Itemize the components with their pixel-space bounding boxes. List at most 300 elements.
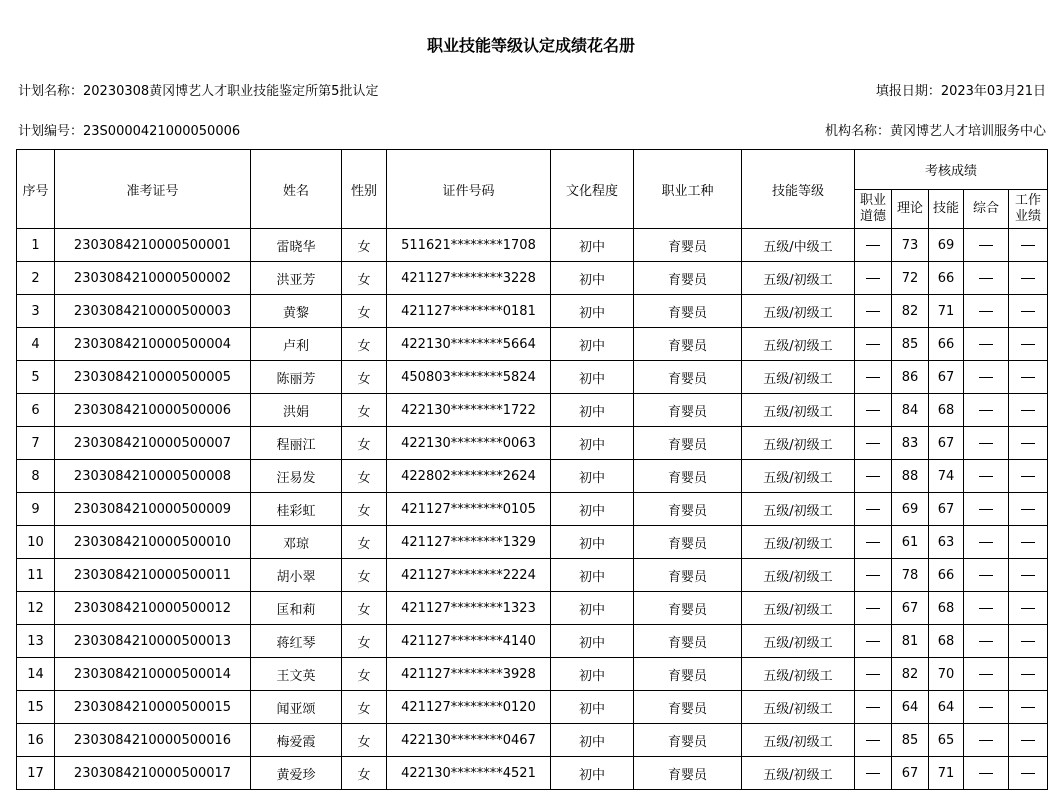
- empty-dash: [979, 509, 993, 510]
- cell-occupation: 育婴员: [634, 625, 742, 658]
- cell-skill: 65: [929, 724, 964, 757]
- cell-seq: 16: [17, 724, 55, 757]
- cell-ticket-number: 2303084210000500004: [55, 328, 251, 361]
- empty-dash: [866, 344, 880, 345]
- plan-name: 计划名称：20230308黄冈博艺人才职业技能鉴定所第5批认定: [18, 84, 379, 99]
- empty-dash: [866, 707, 880, 708]
- cell-ethics: [855, 526, 892, 559]
- cell-performance: [1009, 592, 1048, 625]
- cell-seq: 11: [17, 559, 55, 592]
- cell-theory: 67: [892, 757, 929, 790]
- empty-dash: [866, 278, 880, 279]
- cell-gender: 女: [342, 460, 387, 493]
- empty-dash: [979, 740, 993, 741]
- cell-composite: [964, 757, 1009, 790]
- cell-gender: 女: [342, 361, 387, 394]
- cell-skill: 70: [929, 658, 964, 691]
- cell-gender: 女: [342, 394, 387, 427]
- cell-ticket-number: 2303084210000500015: [55, 691, 251, 724]
- cell-skill-level: 五级/中级工: [742, 229, 855, 262]
- cell-skill-level: 五级/初级工: [742, 625, 855, 658]
- empty-dash: [979, 674, 993, 675]
- empty-dash: [866, 542, 880, 543]
- empty-dash: [1021, 575, 1035, 576]
- cell-education: 初中: [551, 757, 634, 790]
- empty-dash: [866, 245, 880, 246]
- header-gender: 性别: [342, 150, 387, 229]
- cell-skill: 71: [929, 757, 964, 790]
- empty-dash: [1021, 344, 1035, 345]
- cell-id-number: 422130********5664: [387, 328, 551, 361]
- cell-composite: [964, 592, 1009, 625]
- cell-ticket-number: 2303084210000500017: [55, 757, 251, 790]
- empty-dash: [866, 608, 880, 609]
- cell-gender: 女: [342, 295, 387, 328]
- empty-dash: [1021, 245, 1035, 246]
- cell-theory: 69: [892, 493, 929, 526]
- cell-gender: 女: [342, 691, 387, 724]
- cell-occupation: 育婴员: [634, 757, 742, 790]
- cell-skill-level: 五级/初级工: [742, 724, 855, 757]
- cell-ethics: [855, 427, 892, 460]
- header-ethics: 职业道德: [855, 190, 892, 229]
- cell-name: 闻亚颂: [251, 691, 342, 724]
- header-seq: 序号: [17, 150, 55, 229]
- cell-theory: 88: [892, 460, 929, 493]
- table-row: [17, 526, 1048, 559]
- fill-date: 填报日期：2023年03月21日: [875, 84, 1046, 99]
- cell-theory: 81: [892, 625, 929, 658]
- cell-skill: 68: [929, 592, 964, 625]
- table-row: [17, 427, 1048, 460]
- cell-skill-level: 五级/初级工: [742, 559, 855, 592]
- cell-skill: 71: [929, 295, 964, 328]
- cell-name: 桂彩虹: [251, 493, 342, 526]
- empty-dash: [979, 443, 993, 444]
- cell-theory: 64: [892, 691, 929, 724]
- header-occupation: 职业工种: [634, 150, 742, 229]
- empty-dash: [979, 377, 993, 378]
- table-row: [17, 724, 1048, 757]
- cell-occupation: 育婴员: [634, 460, 742, 493]
- cell-ethics: [855, 691, 892, 724]
- cell-performance: [1009, 625, 1048, 658]
- cell-skill: 67: [929, 427, 964, 460]
- table-row: [17, 757, 1048, 790]
- cell-ticket-number: 2303084210000500009: [55, 493, 251, 526]
- cell-seq: 8: [17, 460, 55, 493]
- cell-education: 初中: [551, 658, 634, 691]
- cell-ethics: [855, 559, 892, 592]
- table-row: [17, 559, 1048, 592]
- table-row: [17, 262, 1048, 295]
- cell-performance: [1009, 559, 1048, 592]
- header-skill-level: 技能等级: [742, 150, 855, 229]
- cell-performance: [1009, 658, 1048, 691]
- cell-composite: [964, 691, 1009, 724]
- cell-ticket-number: 2303084210000500003: [55, 295, 251, 328]
- cell-seq: 13: [17, 625, 55, 658]
- cell-composite: [964, 394, 1009, 427]
- cell-education: 初中: [551, 229, 634, 262]
- cell-occupation: 育婴员: [634, 592, 742, 625]
- cell-occupation: 育婴员: [634, 394, 742, 427]
- cell-ethics: [855, 295, 892, 328]
- cell-skill-level: 五级/初级工: [742, 592, 855, 625]
- cell-name: 匡和莉: [251, 592, 342, 625]
- cell-performance: [1009, 427, 1048, 460]
- cell-ticket-number: 2303084210000500001: [55, 229, 251, 262]
- cell-performance: [1009, 262, 1048, 295]
- cell-id-number: 421127********1329: [387, 526, 551, 559]
- cell-id-number: 421127********3928: [387, 658, 551, 691]
- cell-performance: [1009, 394, 1048, 427]
- cell-theory: 72: [892, 262, 929, 295]
- cell-ethics: [855, 394, 892, 427]
- cell-performance: [1009, 361, 1048, 394]
- cell-ticket-number: 2303084210000500014: [55, 658, 251, 691]
- cell-education: 初中: [551, 592, 634, 625]
- cell-id-number: 422802********2624: [387, 460, 551, 493]
- cell-skill-level: 五级/初级工: [742, 328, 855, 361]
- cell-id-number: 421127********0120: [387, 691, 551, 724]
- cell-education: 初中: [551, 460, 634, 493]
- table-row: [17, 460, 1048, 493]
- score-roster-table: [16, 149, 1048, 790]
- cell-skill-level: 五级/初级工: [742, 427, 855, 460]
- cell-skill: 69: [929, 229, 964, 262]
- cell-skill: 66: [929, 559, 964, 592]
- organization-name: 机构名称：黄冈博艺人才培训服务中心: [824, 124, 1046, 139]
- cell-ethics: [855, 757, 892, 790]
- cell-skill-level: 五级/初级工: [742, 262, 855, 295]
- cell-performance: [1009, 460, 1048, 493]
- cell-seq: 7: [17, 427, 55, 460]
- cell-theory: 78: [892, 559, 929, 592]
- cell-composite: [964, 493, 1009, 526]
- empty-dash: [866, 575, 880, 576]
- header-performance: 工作业绩: [1009, 190, 1048, 229]
- cell-occupation: 育婴员: [634, 526, 742, 559]
- cell-education: 初中: [551, 427, 634, 460]
- cell-performance: [1009, 757, 1048, 790]
- cell-composite: [964, 427, 1009, 460]
- empty-dash: [866, 641, 880, 642]
- empty-dash: [1021, 707, 1035, 708]
- cell-performance: [1009, 724, 1048, 757]
- header-theory: 理论: [892, 190, 929, 229]
- cell-id-number: 421127********0181: [387, 295, 551, 328]
- cell-education: 初中: [551, 724, 634, 757]
- cell-ticket-number: 2303084210000500013: [55, 625, 251, 658]
- empty-dash: [1021, 608, 1035, 609]
- cell-seq: 14: [17, 658, 55, 691]
- cell-gender: 女: [342, 262, 387, 295]
- cell-name: 邓琼: [251, 526, 342, 559]
- cell-occupation: 育婴员: [634, 658, 742, 691]
- cell-seq: 5: [17, 361, 55, 394]
- empty-dash: [1021, 641, 1035, 642]
- cell-skill-level: 五级/初级工: [742, 691, 855, 724]
- cell-occupation: 育婴员: [634, 427, 742, 460]
- cell-gender: 女: [342, 724, 387, 757]
- cell-theory: 84: [892, 394, 929, 427]
- cell-name: 王文英: [251, 658, 342, 691]
- cell-skill-level: 五级/初级工: [742, 658, 855, 691]
- empty-dash: [866, 311, 880, 312]
- cell-ethics: [855, 262, 892, 295]
- empty-dash: [979, 641, 993, 642]
- cell-skill: 63: [929, 526, 964, 559]
- cell-seq: 9: [17, 493, 55, 526]
- cell-seq: 3: [17, 295, 55, 328]
- cell-skill-level: 五级/初级工: [742, 361, 855, 394]
- cell-ethics: [855, 460, 892, 493]
- cell-skill-level: 五级/初级工: [742, 526, 855, 559]
- empty-dash: [1021, 773, 1035, 774]
- cell-performance: [1009, 328, 1048, 361]
- cell-seq: 10: [17, 526, 55, 559]
- header-skill: 技能: [929, 190, 964, 229]
- cell-composite: [964, 460, 1009, 493]
- cell-theory: 82: [892, 658, 929, 691]
- cell-gender: 女: [342, 328, 387, 361]
- table-row: [17, 592, 1048, 625]
- cell-skill: 68: [929, 625, 964, 658]
- empty-dash: [979, 542, 993, 543]
- cell-composite: [964, 625, 1009, 658]
- document-title: 职业技能等级认定成绩花名册: [426, 36, 635, 55]
- empty-dash: [1021, 476, 1035, 477]
- cell-seq: 1: [17, 229, 55, 262]
- cell-performance: [1009, 691, 1048, 724]
- table-row: [17, 493, 1048, 526]
- table-row: [17, 229, 1048, 262]
- cell-occupation: 育婴员: [634, 361, 742, 394]
- cell-ticket-number: 2303084210000500002: [55, 262, 251, 295]
- cell-composite: [964, 361, 1009, 394]
- cell-ticket-number: 2303084210000500007: [55, 427, 251, 460]
- empty-dash: [1021, 674, 1035, 675]
- cell-theory: 61: [892, 526, 929, 559]
- empty-dash: [979, 608, 993, 609]
- empty-dash: [979, 245, 993, 246]
- empty-dash: [979, 410, 993, 411]
- cell-name: 蒋红琴: [251, 625, 342, 658]
- cell-id-number: 450803********5824: [387, 361, 551, 394]
- cell-ticket-number: 2303084210000500006: [55, 394, 251, 427]
- cell-ticket-number: 2303084210000500016: [55, 724, 251, 757]
- cell-gender: 女: [342, 757, 387, 790]
- cell-education: 初中: [551, 526, 634, 559]
- cell-composite: [964, 559, 1009, 592]
- cell-seq: 15: [17, 691, 55, 724]
- cell-gender: 女: [342, 229, 387, 262]
- cell-theory: 86: [892, 361, 929, 394]
- header-composite: 综合: [964, 190, 1009, 229]
- cell-name: 卢利: [251, 328, 342, 361]
- cell-performance: [1009, 526, 1048, 559]
- table-row: [17, 691, 1048, 724]
- cell-skill-level: 五级/初级工: [742, 460, 855, 493]
- cell-seq: 6: [17, 394, 55, 427]
- cell-gender: 女: [342, 658, 387, 691]
- empty-dash: [979, 344, 993, 345]
- cell-skill: 67: [929, 361, 964, 394]
- empty-dash: [979, 476, 993, 477]
- cell-name: 黄黎: [251, 295, 342, 328]
- plan-number: 计划编号：23S0000421000050006: [18, 124, 241, 139]
- cell-seq: 2: [17, 262, 55, 295]
- cell-ethics: [855, 625, 892, 658]
- empty-dash: [1021, 509, 1035, 510]
- header-ticket-number: 准考证号: [55, 150, 251, 229]
- cell-name: 胡小翠: [251, 559, 342, 592]
- cell-occupation: 育婴员: [634, 262, 742, 295]
- cell-id-number: 422130********1722: [387, 394, 551, 427]
- empty-dash: [979, 575, 993, 576]
- cell-id-number: 421127********0105: [387, 493, 551, 526]
- empty-dash: [979, 311, 993, 312]
- empty-dash: [866, 410, 880, 411]
- cell-theory: 67: [892, 592, 929, 625]
- cell-ethics: [855, 724, 892, 757]
- cell-education: 初中: [551, 262, 634, 295]
- cell-skill: 68: [929, 394, 964, 427]
- empty-dash: [866, 773, 880, 774]
- cell-composite: [964, 658, 1009, 691]
- cell-id-number: 511621********1708: [387, 229, 551, 262]
- cell-composite: [964, 724, 1009, 757]
- cell-name: 洪娟: [251, 394, 342, 427]
- header-education: 文化程度: [551, 150, 634, 229]
- table-row: [17, 394, 1048, 427]
- empty-dash: [866, 509, 880, 510]
- cell-id-number: 422130********0467: [387, 724, 551, 757]
- cell-composite: [964, 229, 1009, 262]
- cell-skill: 74: [929, 460, 964, 493]
- empty-dash: [1021, 278, 1035, 279]
- table-row: [17, 658, 1048, 691]
- cell-skill: 66: [929, 328, 964, 361]
- table-row: [17, 625, 1048, 658]
- cell-education: 初中: [551, 559, 634, 592]
- cell-performance: [1009, 295, 1048, 328]
- cell-name: 陈丽芳: [251, 361, 342, 394]
- cell-id-number: 422130********4521: [387, 757, 551, 790]
- empty-dash: [866, 443, 880, 444]
- cell-occupation: 育婴员: [634, 559, 742, 592]
- cell-occupation: 育婴员: [634, 493, 742, 526]
- cell-education: 初中: [551, 691, 634, 724]
- cell-occupation: 育婴员: [634, 229, 742, 262]
- empty-dash: [866, 377, 880, 378]
- cell-ticket-number: 2303084210000500011: [55, 559, 251, 592]
- cell-seq: 4: [17, 328, 55, 361]
- cell-composite: [964, 295, 1009, 328]
- empty-dash: [979, 707, 993, 708]
- empty-dash: [866, 476, 880, 477]
- cell-occupation: 育婴员: [634, 295, 742, 328]
- cell-ticket-number: 2303084210000500005: [55, 361, 251, 394]
- header-id-number: 证件号码: [387, 150, 551, 229]
- cell-gender: 女: [342, 493, 387, 526]
- cell-education: 初中: [551, 493, 634, 526]
- empty-dash: [1021, 443, 1035, 444]
- cell-id-number: 421127********2224: [387, 559, 551, 592]
- cell-education: 初中: [551, 625, 634, 658]
- table-row: [17, 295, 1048, 328]
- cell-ticket-number: 2303084210000500012: [55, 592, 251, 625]
- cell-skill-level: 五级/初级工: [742, 394, 855, 427]
- empty-dash: [1021, 311, 1035, 312]
- cell-education: 初中: [551, 394, 634, 427]
- cell-skill: 67: [929, 493, 964, 526]
- cell-theory: 85: [892, 328, 929, 361]
- cell-performance: [1009, 229, 1048, 262]
- cell-name: 雷晓华: [251, 229, 342, 262]
- cell-occupation: 育婴员: [634, 724, 742, 757]
- cell-theory: 73: [892, 229, 929, 262]
- table-row: [17, 361, 1048, 394]
- cell-gender: 女: [342, 625, 387, 658]
- cell-skill-level: 五级/初级工: [742, 493, 855, 526]
- table-row: [17, 328, 1048, 361]
- cell-id-number: 421127********3228: [387, 262, 551, 295]
- cell-composite: [964, 328, 1009, 361]
- cell-occupation: 育婴员: [634, 328, 742, 361]
- cell-name: 梅爱霞: [251, 724, 342, 757]
- cell-id-number: 421127********1323: [387, 592, 551, 625]
- cell-name: 黄爱珍: [251, 757, 342, 790]
- cell-performance: [1009, 493, 1048, 526]
- cell-education: 初中: [551, 328, 634, 361]
- cell-name: 洪亚芳: [251, 262, 342, 295]
- cell-seq: 12: [17, 592, 55, 625]
- empty-dash: [1021, 410, 1035, 411]
- cell-seq: 17: [17, 757, 55, 790]
- cell-id-number: 421127********4140: [387, 625, 551, 658]
- cell-id-number: 422130********0063: [387, 427, 551, 460]
- header-name: 姓名: [251, 150, 342, 229]
- empty-dash: [979, 773, 993, 774]
- cell-theory: 82: [892, 295, 929, 328]
- cell-skill-level: 五级/初级工: [742, 757, 855, 790]
- cell-ethics: [855, 328, 892, 361]
- cell-ticket-number: 2303084210000500010: [55, 526, 251, 559]
- empty-dash: [1021, 377, 1035, 378]
- roster-body: [17, 229, 1048, 790]
- cell-occupation: 育婴员: [634, 691, 742, 724]
- cell-theory: 85: [892, 724, 929, 757]
- cell-ethics: [855, 658, 892, 691]
- cell-skill: 64: [929, 691, 964, 724]
- cell-gender: 女: [342, 592, 387, 625]
- empty-dash: [1021, 740, 1035, 741]
- cell-skill: 66: [929, 262, 964, 295]
- empty-dash: [1021, 542, 1035, 543]
- cell-composite: [964, 526, 1009, 559]
- cell-gender: 女: [342, 526, 387, 559]
- cell-ticket-number: 2303084210000500008: [55, 460, 251, 493]
- empty-dash: [866, 674, 880, 675]
- cell-ethics: [855, 493, 892, 526]
- empty-dash: [979, 278, 993, 279]
- cell-skill-level: 五级/初级工: [742, 295, 855, 328]
- cell-name: 程丽江: [251, 427, 342, 460]
- cell-gender: 女: [342, 427, 387, 460]
- cell-education: 初中: [551, 361, 634, 394]
